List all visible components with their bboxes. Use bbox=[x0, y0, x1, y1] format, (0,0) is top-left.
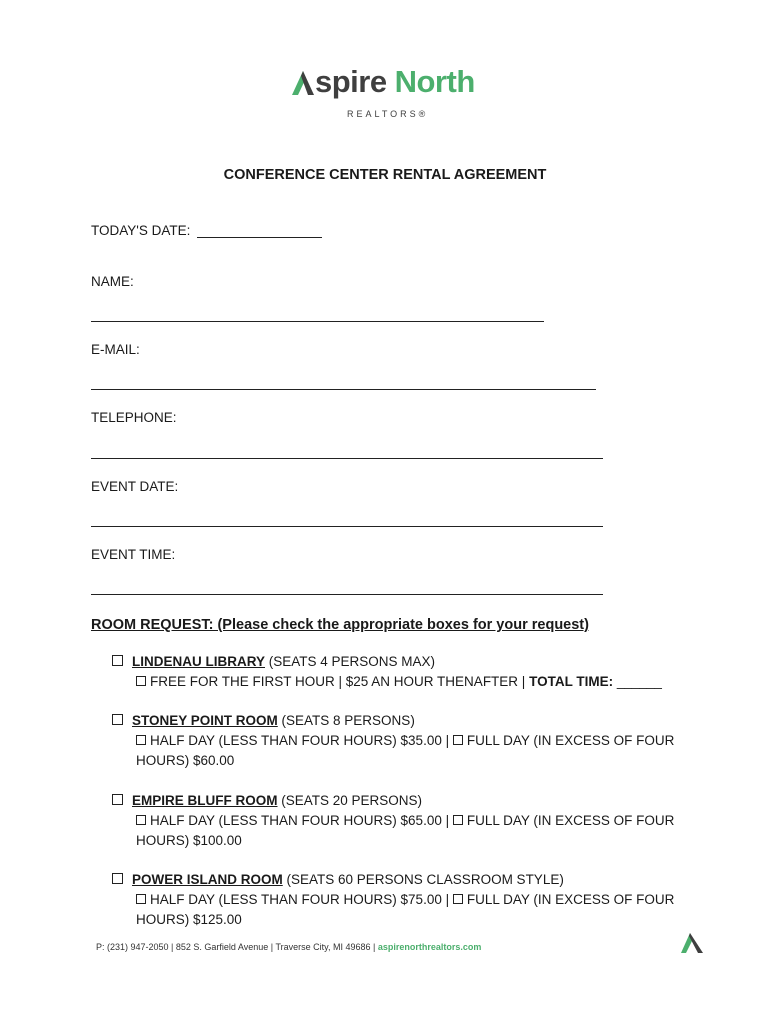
aspire-logo-icon bbox=[292, 71, 314, 95]
room-option-power-island bbox=[112, 870, 682, 930]
room-seats: (SEATS 8 PERSONS) bbox=[277, 713, 415, 728]
half-day-option: HALF DAY (LESS THAN FOUR HOURS) $75.00 | bbox=[150, 892, 453, 907]
total-time-field[interactable]: ______ bbox=[613, 674, 662, 689]
footer-website-link[interactable]: aspirenorthrealtors.com bbox=[377, 942, 482, 952]
event-time-label: EVENT TIME: bbox=[91, 547, 176, 562]
room-name: EMPIRE BLUFF ROOM bbox=[132, 793, 278, 808]
email-field[interactable] bbox=[91, 389, 596, 390]
room-seats: (SEATS 20 PERSONS) bbox=[277, 793, 423, 808]
room-seats: (SEATS 4 PERSONS MAX) bbox=[265, 654, 436, 669]
checkbox-icon[interactable] bbox=[136, 676, 146, 686]
checkbox-icon[interactable] bbox=[453, 815, 463, 825]
name-label: NAME: bbox=[91, 274, 134, 289]
room-option-empire-bluff bbox=[112, 791, 682, 851]
checkbox-icon[interactable] bbox=[112, 714, 123, 725]
todays-date-field[interactable] bbox=[197, 237, 322, 238]
footer-contact: P: (231) 947-2050 | 852 S. Garfield Avenue | Traverse City, MI 49686 | bbox=[96, 942, 378, 952]
room-seats: (SEATS 60 PERSONS CLASSROOM STYLE) bbox=[282, 872, 564, 887]
total-time-label: TOTAL TIME: bbox=[529, 674, 614, 689]
checkbox-icon[interactable] bbox=[136, 735, 146, 745]
document-title: CONFERENCE CENTER RENTAL AGREEMENT bbox=[223, 167, 547, 183]
checkbox-icon[interactable] bbox=[453, 735, 463, 745]
half-day-option: HALF DAY (LESS THAN FOUR HOURS) $35.00 | bbox=[150, 733, 453, 748]
checkbox-icon[interactable] bbox=[453, 894, 463, 904]
telephone-field[interactable] bbox=[91, 458, 603, 459]
checkbox-icon[interactable] bbox=[112, 873, 123, 884]
email-label: E-MAIL: bbox=[91, 342, 140, 357]
event-date-label: EVENT DATE: bbox=[91, 479, 179, 494]
room-name: POWER ISLAND ROOM bbox=[132, 872, 283, 887]
checkbox-icon[interactable] bbox=[136, 815, 146, 825]
event-time-field[interactable] bbox=[91, 594, 603, 595]
room-name: STONEY POINT ROOM bbox=[132, 713, 278, 728]
full-day-option: FULL DAY (IN EXCESS OF FOUR HOURS) $125.00 bbox=[136, 892, 675, 927]
aspire-logo-icon bbox=[681, 933, 703, 953]
logo-subtitle: REALTORS® bbox=[347, 109, 429, 119]
event-date-field[interactable] bbox=[91, 526, 603, 527]
todays-date-label: TODAY'S DATE: bbox=[91, 223, 191, 238]
company-logo bbox=[292, 66, 492, 119]
telephone-label: TELEPHONE: bbox=[91, 410, 177, 425]
checkbox-icon[interactable] bbox=[112, 794, 123, 805]
room-request-heading: ROOM REQUEST: (Please check the appropriate boxes for your request) bbox=[91, 617, 589, 633]
room-option-lindenau bbox=[112, 652, 672, 692]
checkbox-icon[interactable] bbox=[136, 894, 146, 904]
name-field[interactable] bbox=[91, 321, 544, 322]
logo-brand-second: North bbox=[394, 64, 475, 99]
logo-brand-first: spire bbox=[315, 64, 387, 99]
footer bbox=[96, 942, 481, 952]
checkbox-icon[interactable] bbox=[112, 655, 123, 666]
full-day-option: FULL DAY (IN EXCESS OF FOUR HOURS) $60.00 bbox=[136, 733, 675, 768]
full-day-option: FULL DAY (IN EXCESS OF FOUR HOURS) $100.00 bbox=[136, 813, 675, 848]
room-name: LINDENAU LIBRARY bbox=[132, 654, 265, 669]
half-day-option: HALF DAY (LESS THAN FOUR HOURS) $65.00 | bbox=[150, 813, 453, 828]
rate-option: FREE FOR THE FIRST HOUR | $25 AN HOUR THENAFTER | bbox=[150, 674, 530, 689]
room-option-stoney-point bbox=[112, 711, 682, 771]
